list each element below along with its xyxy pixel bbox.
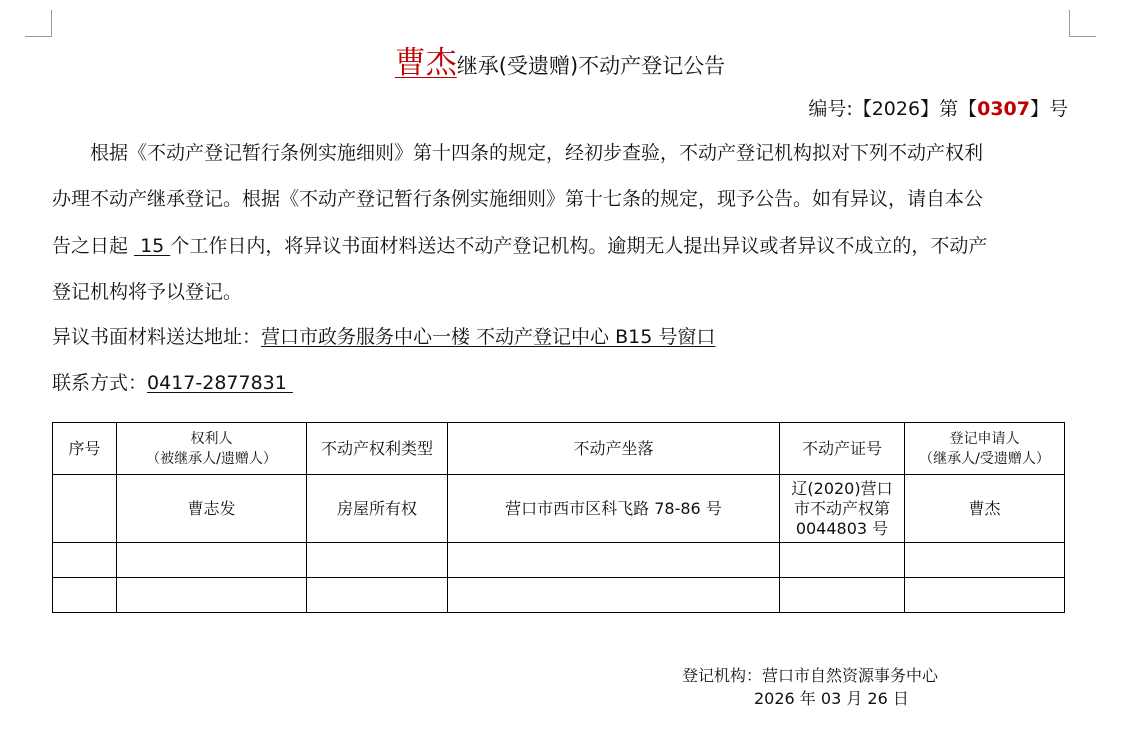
empty-cell (307, 578, 448, 613)
header-holder-main: 权利人 (190, 430, 233, 447)
docno-mid: 】第【 (920, 98, 978, 120)
address-label: 异议书面材料送达地址： (52, 326, 262, 348)
cell-seq (53, 475, 117, 543)
body-line-3-pre: 告之日起 (52, 235, 135, 257)
empty-cell (905, 578, 1065, 613)
table-header-row (53, 423, 1065, 475)
cell-holder: 曹志发 (117, 475, 307, 543)
empty-cell (307, 543, 448, 578)
header-applicant (905, 423, 1065, 475)
table-row (53, 475, 1065, 543)
address-value: 营口市政务服务中心一楼 不动产登记中心 B15 号窗口 (261, 326, 716, 348)
cell-location: 营口市西市区科飞路 78-86 号 (448, 475, 780, 543)
empty-cell (905, 543, 1065, 578)
cell-cert-no: 辽(2020)营口市不动产权第0044803 号 (780, 475, 905, 543)
empty-cell (448, 578, 780, 613)
empty-cell (780, 578, 905, 613)
title-text: 继承(受遗赠)不动产登记公告 (456, 54, 726, 78)
property-table (52, 422, 1065, 613)
agency-label: 登记机构： (682, 666, 763, 685)
cell-right-type: 房屋所有权 (307, 475, 448, 543)
header-seq: 序号 (53, 423, 117, 475)
body-line-1: 根据《不动产登记暂行条例实施细则》第十四条的规定，经初步查验，不动产登记机构拟对下列不动产权利 (52, 142, 984, 164)
header-right-type: 不动产权利类型 (307, 423, 448, 475)
empty-cell (780, 543, 905, 578)
title-name: 曹杰 (394, 45, 457, 81)
document-number (808, 94, 1068, 124)
empty-cell (117, 543, 307, 578)
table-row-empty (53, 578, 1065, 613)
objection-days: 15 (134, 235, 171, 257)
contact-info (52, 368, 1072, 398)
empty-cell (117, 578, 307, 613)
objection-address (52, 322, 1072, 352)
docno-year: 2026 (871, 98, 921, 120)
contact-phone: 0417-2877831 (147, 372, 293, 394)
empty-cell (448, 543, 780, 578)
corner-mark-top-left (25, 10, 52, 37)
header-applicant-main: 登记申请人 (949, 430, 1020, 447)
empty-cell (53, 543, 117, 578)
header-applicant-sub: （继承人/受遗赠人） (919, 450, 1050, 467)
docno-number: 0307 (977, 98, 1030, 120)
announcement-date: 2026 年 03 月 26 日 (754, 689, 909, 708)
body-line-4: 登记机构将予以登记。 (52, 281, 243, 303)
body-line-2: 办理不动产继承登记。根据《不动产登记暂行条例实施细则》第十七条的规定，现予公告。如有异议，请自本公 (52, 188, 984, 210)
header-cert-no: 不动产证号 (780, 423, 905, 475)
document-title (0, 40, 1120, 89)
header-holder (117, 423, 307, 475)
empty-cell (53, 578, 117, 613)
agency-name: 营口市自然资源事务中心 (762, 666, 939, 685)
header-holder-sub: （被继承人/遗赠人） (146, 450, 277, 467)
registration-agency (682, 665, 938, 687)
body-line-3-post: 个工作日内，将异议书面材料送达不动产登记机构。逾期无人提出异议或者异议不成立的，不动产 (170, 235, 988, 257)
docno-suffix: 】号 (1029, 98, 1068, 120)
header-location: 不动产坐落 (448, 423, 780, 475)
cell-applicant: 曹杰 (905, 475, 1065, 543)
contact-label: 联系方式： (52, 372, 148, 394)
docno-prefix: 编号:【 (808, 98, 872, 120)
table-row-empty (53, 543, 1065, 578)
corner-mark-top-right (1069, 10, 1096, 37)
body-line-3 (52, 231, 1072, 261)
